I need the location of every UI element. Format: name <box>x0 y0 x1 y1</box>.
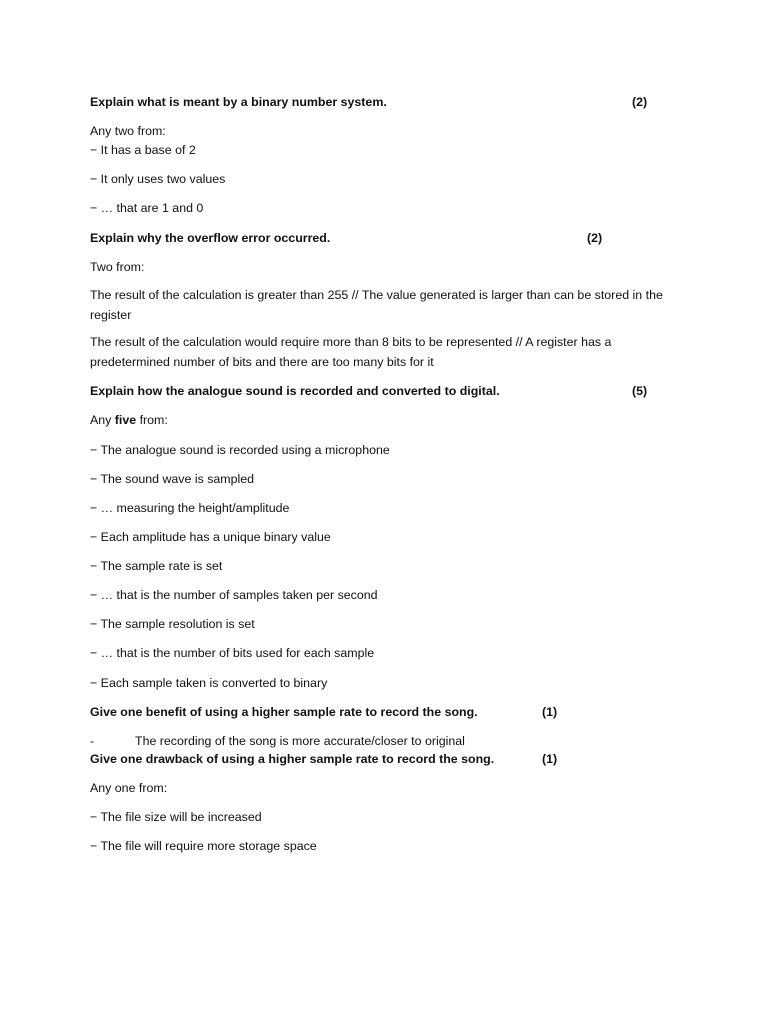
answer-overflow-1 <box>90 286 668 324</box>
answer-binary-1: − It has a base of 2 <box>90 143 196 157</box>
answer-analogue-3: − … measuring the height/amplitude <box>90 501 290 515</box>
intro-binary: Any two from: <box>90 124 166 138</box>
answer-overflow-1-text: The result of the calculation is greater than 255 // The value generated is larger than can be stored in the register <box>90 288 663 322</box>
marks-binary: (2) <box>632 95 648 109</box>
question-drawback: Give one drawback of using a higher sample rate to record the song. <box>90 752 495 766</box>
answer-analogue-4: − Each amplitude has a unique binary value <box>90 530 331 544</box>
answer-analogue-2: − The sound wave is sampled <box>90 472 255 486</box>
answer-overflow-2-text: The result of the calculation would require more than 8 bits to be represented // A register has a predetermined number of bits and there are too many bits for it <box>90 335 612 369</box>
answer-drawback-1: − The file size will be increased <box>90 810 262 824</box>
answer-binary-3: − … that are 1 and 0 <box>90 201 204 215</box>
intro-analogue-before: Any <box>90 413 115 427</box>
intro-analogue-bold: five <box>114 413 137 427</box>
intro-analogue-after: from: <box>136 413 168 427</box>
intro-analogue <box>90 413 168 428</box>
intro-drawback: Any one from: <box>90 781 168 795</box>
answer-drawback-2: − The file will require more storage space <box>90 839 317 853</box>
answer-analogue-1: − The analogue sound is recorded using a microphone <box>90 443 390 457</box>
answer-analogue-6: − … that is the number of samples taken per second <box>90 588 378 602</box>
answer-benefit: The recording of the song is more accurate/closer to original <box>135 734 465 748</box>
marks-drawback: (1) <box>542 752 558 766</box>
answer-analogue-8: − … that is the number of bits used for each sample <box>90 646 375 660</box>
question-overflow: Explain why the overflow error occurred. <box>90 231 331 245</box>
question-analogue: Explain how the analogue sound is recorded and converted to digital. <box>90 384 500 398</box>
question-benefit: Give one benefit of using a higher sample rate to record the song. <box>90 705 478 719</box>
question-binary: Explain what is meant by a binary number system. <box>90 95 387 109</box>
marks-benefit: (1) <box>542 705 558 719</box>
answer-binary-2: − It only uses two values <box>90 172 226 186</box>
answer-benefit-dash: - <box>90 734 95 748</box>
marks-analogue: (5) <box>632 384 648 398</box>
marks-overflow: (2) <box>587 231 603 245</box>
answer-analogue-5: − The sample rate is set <box>90 559 223 573</box>
answer-analogue-7: − The sample resolution is set <box>90 617 255 631</box>
answer-analogue-9: − Each sample taken is converted to binary <box>90 676 328 690</box>
answer-overflow-2 <box>90 333 668 371</box>
intro-overflow: Two from: <box>90 260 145 274</box>
